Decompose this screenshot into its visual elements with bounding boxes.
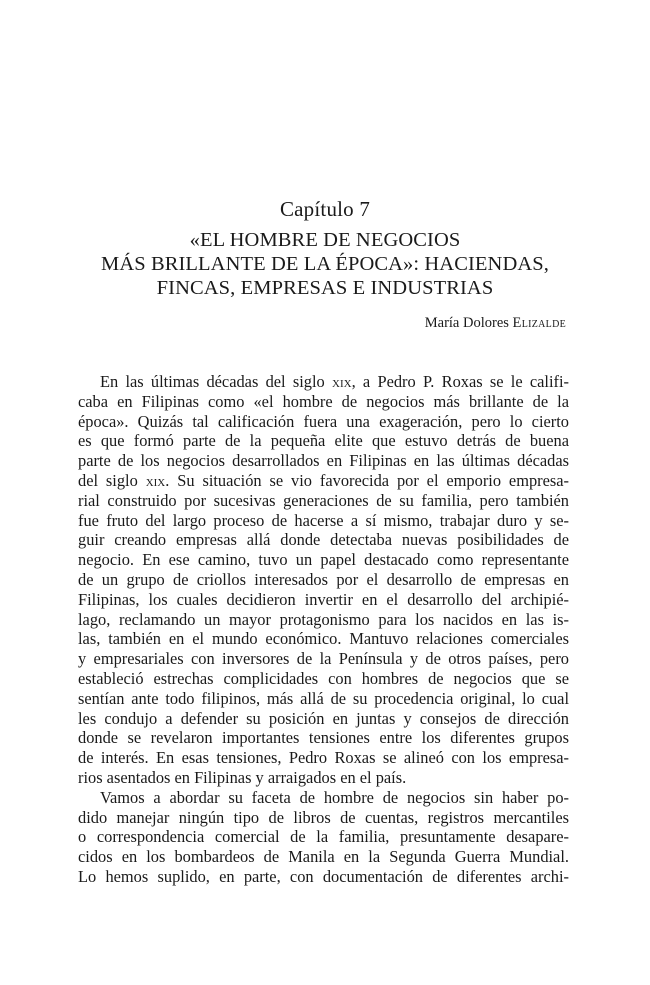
text-line: dido manejar ningún tipo de libros de cuentas, registros mercantiles xyxy=(78,807,569,827)
author-byline xyxy=(425,314,566,332)
text-line: o correspondencia comercial de la familia, presuntamente desapare- xyxy=(78,827,569,847)
chapter-title xyxy=(60,228,590,300)
text-line: cidos en los bombardeos de Manila en la Segunda Guerra Mundial. xyxy=(78,847,569,867)
text-line: En las últimas décadas del siglo xix, a Pedro P. Roxas se le califi- xyxy=(100,372,570,391)
text-line: rios asentados en Filipinas y arraigados en el país. xyxy=(78,767,407,787)
chapter-title-line: «EL HOMBRE DE NEGOCIOS xyxy=(189,229,461,251)
text-line: es que formó parte de la pequeña elite que estuvo detrás de buena xyxy=(78,431,569,451)
text-line: les condujo a defender su posición en juntas y consejos de dirección xyxy=(78,708,569,728)
author-surname: Elizalde xyxy=(512,315,566,331)
text-line: fue fruto del largo proceso de hacerse a sí mismo, trabajar duro y se- xyxy=(78,510,569,530)
text-line: donde se revelaron importantes tensiones entre los diferentes grupos xyxy=(78,728,569,748)
text-line: guir creando empresas allá donde detectaba nuevas posibilidades de xyxy=(78,530,569,550)
text-line: las, también en el mundo económico. Mantuvo relaciones comerciales xyxy=(78,629,569,649)
paragraph xyxy=(78,788,569,887)
paragraph xyxy=(78,372,569,788)
text-line: Lo hemos suplido, en parte, con documentación de diferentes archi- xyxy=(78,866,569,886)
text-line: caba en Filipinas como «el hombre de negocios más brillante de la xyxy=(78,391,569,411)
text-line: época». Quizás tal calificación fuera una exageración, pero lo cierto xyxy=(78,411,569,431)
body-text xyxy=(78,372,569,887)
text-line: negocio. En ese camino, tuvo un papel destacado como representante xyxy=(78,550,569,570)
text-line: de interés. En esas tensiones, Pedro Roxas se alineó con los empresa- xyxy=(78,748,569,768)
text-line: del siglo xix. Su situación se vio favorecida por el emporio empresa- xyxy=(78,470,569,490)
chapter-number: Capítulo 7 xyxy=(279,197,371,221)
text-line: lago, reclamando un mayor protagonismo para los nacidos en las is- xyxy=(78,609,569,629)
text-line: Vamos a abordar su faceta de hombre de negocios sin haber po- xyxy=(100,787,569,807)
author-given-name: María Dolores xyxy=(424,315,509,331)
text-line: y empresariales con inversores de la Península y de otros países, pero xyxy=(78,649,569,669)
text-line: Filipinas, los cuales decidieron invertir en el desarrollo del archipié- xyxy=(78,589,569,609)
text-line: de un grupo de criollos interesados por el desarrollo de empresas en xyxy=(78,569,569,589)
chapter-title-line: MÁS BRILLANTE DE LA ÉPOCA»: HACIENDAS, xyxy=(101,253,549,275)
text-line: sentían ante todo filipinos, más allá de su procedencia original, lo cual xyxy=(78,688,569,708)
chapter-title-line: FINCAS, EMPRESAS E INDUSTRIAS xyxy=(156,277,494,299)
text-line: estableció estrechas complicidades con hombres de negocios que se xyxy=(78,668,569,688)
text-line: rial construido por sucesivas generaciones de su familia, pero también xyxy=(78,490,569,510)
text-line: parte de los negocios desarrollados en Filipinas en las últimas décadas xyxy=(78,451,569,471)
chapter-header xyxy=(60,196,590,300)
